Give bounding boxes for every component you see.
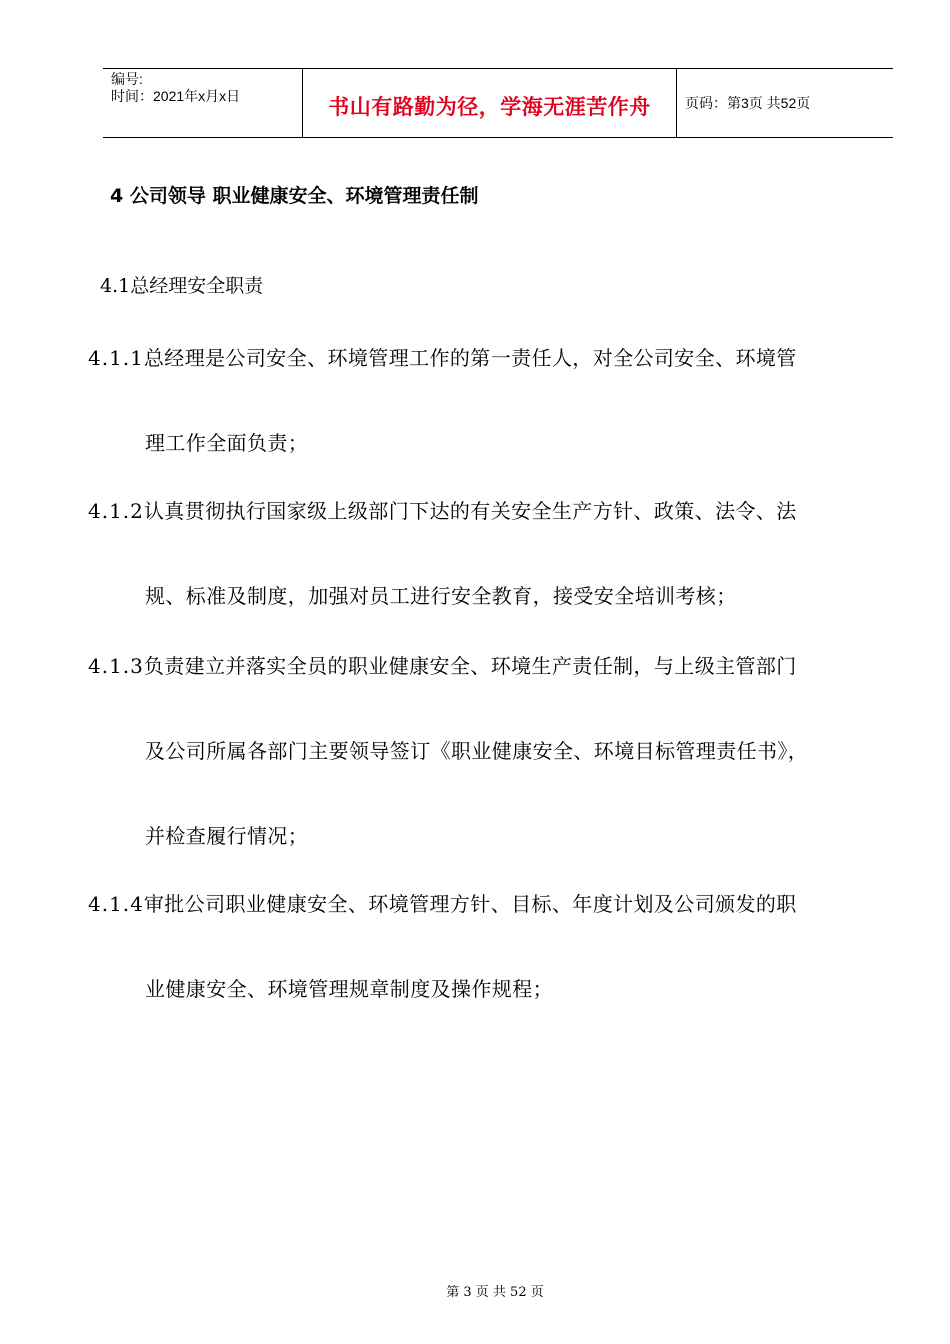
item-text: 认真贯彻执行国家级上级部门下达的有关安全生产方针、政策、法令、法 xyxy=(143,499,797,523)
page-footer: 第 3 页 共 52 页 xyxy=(446,1285,544,1300)
item-continuation: 及公司所属各部门主要领导签订《职业健康安全、环境目标管理责任书》， xyxy=(145,739,809,763)
item-continuation: 业健康安全、环境管理规章制度及操作规程； xyxy=(145,977,553,1001)
item-text: 负责建立并落实全员的职业健康安全、环境生产责任制，与上级主管部门 xyxy=(143,654,797,678)
item-continuation: 并检查履行情况； xyxy=(145,824,309,848)
item-number: 4.1.4 xyxy=(88,892,144,916)
header-slogan-cell xyxy=(303,69,677,137)
item-number: 4.1.2 xyxy=(88,499,144,523)
item-text: 总经理是公司安全、环境管理工作的第一责任人，对全公司安全、环境管 xyxy=(143,346,797,370)
time-label: 时间：2021年x月x日 xyxy=(111,88,241,104)
item-line xyxy=(88,888,797,917)
doc-number-label: 编号: xyxy=(111,71,143,87)
item-number: 4.1.3 xyxy=(88,654,144,678)
item-line xyxy=(88,650,797,679)
header-table xyxy=(103,68,893,138)
page-info: 页码：第3页 共52页 xyxy=(685,95,811,111)
item-text: 审批公司职业健康安全、环境管理方针、目标、年度计划及公司颁发的职 xyxy=(143,892,797,916)
slogan: 书山有路勤为径，学海无涯苦作舟 xyxy=(328,95,651,119)
item-continuation: 理工作全面负责； xyxy=(145,431,309,455)
section-title: 4 公司领导 职业健康安全、环境管理责任制 xyxy=(110,185,479,207)
item-line xyxy=(88,495,797,524)
item-continuation: 规、标准及制度，加强对员工进行安全教育，接受安全培训考核； xyxy=(145,584,737,608)
item-number: 4.1.1 xyxy=(88,346,144,370)
header-page-cell xyxy=(677,69,893,137)
sub-title: 4.1总经理安全职责 xyxy=(100,275,264,297)
header-meta xyxy=(103,69,303,137)
item-line xyxy=(88,342,797,371)
